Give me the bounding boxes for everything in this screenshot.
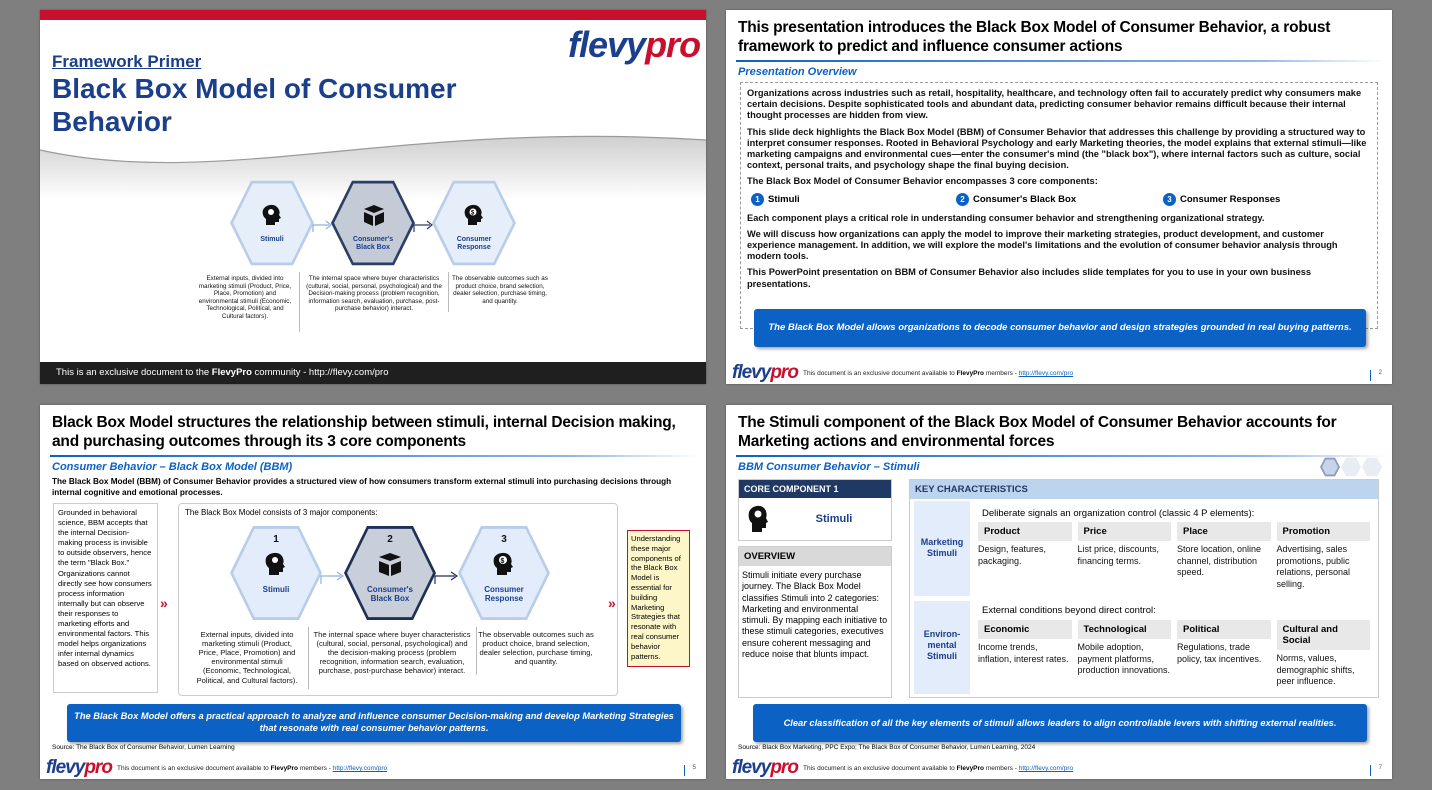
open-box-icon <box>376 551 404 577</box>
slide-stimuli[interactable] <box>726 405 1392 779</box>
page-number: 2 <box>1370 370 1382 381</box>
environmental-intro: External conditions beyond direct control: <box>982 605 1156 616</box>
marketing-column: Product Design, features, packaging. <box>978 522 1072 590</box>
divider <box>299 272 300 332</box>
slide-title-text: This presentation introduces the Black Box Model of Consumer Behavior, a robust framework to predict and influence consumer actions <box>738 19 1331 55</box>
marketing-intro: Deliberate signals an organization control (classic 4 P elements): <box>982 508 1255 519</box>
overview-card <box>738 546 892 698</box>
kicker: Framework Primer <box>52 52 202 71</box>
footer-text: This document is an exclusive document available to FlevyPro members - http://flevy.com/pro <box>803 370 1074 377</box>
slide-footer <box>726 362 1392 384</box>
flevypro-logo: flevypro <box>46 757 112 778</box>
head-dollar-icon <box>463 203 485 227</box>
marketing-column: Price List price, discounts, financing terms. <box>1078 522 1172 590</box>
panel-heading: The Black Box Model consists of 3 major components: <box>185 508 378 517</box>
component-description: External inputs, divided into marketing stimuli (Product, Price, Place, Promotion) and environmental stimuli (Economic, Technological, Political, and Cultural factors). <box>196 630 298 685</box>
arrow-right-icon <box>320 565 346 587</box>
callout-banner: The Black Box Model offers a practical approach to analyze and influence consumer Decision-making and develop Marketing Strategies that resonate with real consumer behavior patterns. <box>67 704 681 742</box>
progress-hex <box>1362 457 1382 477</box>
environmental-stimuli-label: Environ- mental Stimuli <box>914 601 970 694</box>
hex-label-stimuli: Stimuli <box>262 585 290 594</box>
component-description: The internal space where buyer characteristics (cultural, social, personal, psychological) and the decision-making process (problem recognition, information search, evaluation, purchase, post-purchase behavior) interact. <box>313 630 471 676</box>
component-item: 2 Consumer's Black Box <box>956 193 1163 206</box>
divider <box>448 272 449 312</box>
slide-title-text: The Stimuli component of the Black Box Model of Consumer Behavior accounts for Marketing actions and environmental forces <box>738 414 1337 450</box>
footer-link[interactable]: http://flevy.com/pro <box>1018 765 1074 772</box>
section-subtitle: Consumer Behavior – Black Box Model (BBM) <box>52 461 293 473</box>
slide-title[interactable] <box>40 10 706 384</box>
flevypro-logo: flevypro <box>732 757 798 778</box>
component-number: 2 <box>387 534 393 545</box>
svg-text:$: $ <box>471 210 475 217</box>
slide-footer <box>726 757 1392 779</box>
component-description: The internal space where buyer characteristics (cultural, social, personal, psychological) and the Decision-making process (problem recognition, information search, evaluation, purchase, post-purchase behavior) interact. <box>306 275 442 313</box>
marketing-column: Place Store location, online channel, distribution speed. <box>1177 522 1271 590</box>
arrow-right-icon <box>413 215 435 235</box>
flevypro-logo: flevypro <box>568 24 701 65</box>
footer-bar <box>40 362 706 384</box>
core-component-label: CORE COMPONENT 1 <box>739 480 891 498</box>
source-note: Source: The Black Box of Consumer Behavior, Lumen Learning <box>52 744 235 751</box>
arrow-right-icon <box>434 565 460 587</box>
overview-text: Stimuli initiate every purchase journey. The Black Box Model classifies Stimuli into 2 categories: Marketing and environmental stimuli. By mapping each initiative to these stimuli categories, executives ensure coherent messaging and reduce noise that blunts impact. <box>742 570 888 660</box>
section-subtitle: BBM Consumer Behavior – Stimuli <box>738 461 920 473</box>
paragraph: Each component plays a critical role in understanding consumer behavior and strengthening organizational strategy. <box>747 212 1265 223</box>
divider <box>308 627 309 689</box>
footer-text: This is an exclusive document to the FlevyPro community - http://flevy.com/pro <box>56 367 389 378</box>
open-box-icon <box>361 203 387 227</box>
footer-link[interactable]: http://flevy.com/pro <box>332 765 388 772</box>
component-number: 3 <box>501 534 507 545</box>
environmental-column: Technological Mobile adoption, payment platforms, production innovations. <box>1078 620 1172 688</box>
marketing-column: Promotion Advertising, sales promotions, public relations, personal selling. <box>1277 522 1371 590</box>
marketing-stimuli-label: Marketing Stimuli <box>914 501 970 596</box>
section-subtitle: Presentation Overview <box>738 66 857 78</box>
title-line-2: Behavior <box>52 106 172 137</box>
footer-text: This document is an exclusive document available to FlevyPro members - http://flevy.com/pro <box>117 765 388 772</box>
environmental-column: Economic Income trends, inflation, interest rates. <box>978 620 1072 688</box>
page-number: 5 <box>684 765 696 776</box>
flevypro-logo: flevypro <box>732 362 798 383</box>
hex-label-response: Consumer Response <box>484 585 524 603</box>
core-component-name: Stimuli <box>815 513 853 525</box>
key-characteristics-label: KEY CHARACTERISTICS <box>910 480 1378 499</box>
title-rule <box>50 455 700 457</box>
title-rule <box>736 60 1386 62</box>
divider <box>476 627 477 675</box>
footer-link[interactable]: http://flevy.com/pro <box>1018 370 1074 377</box>
component-description: External inputs, divided into marketing stimuli (Product, Price, Place, Promotion) and environmental stimuli (Economic, Technological, Political, and Cultural factors). <box>198 275 292 320</box>
paragraph: The Black Box Model of Consumer Behavior encompasses 3 core components: <box>747 176 1098 187</box>
slide-title-text: Black Box Model structures the relationship between stimuli, internal Decision making, and purchasing outcomes through its 3 core components <box>52 414 676 450</box>
callout-banner: The Black Box Model allows organizations to decode consumer behavior and design strategies grounded in real buying patterns. <box>754 309 1366 347</box>
overview-label: OVERVIEW <box>739 547 891 566</box>
paragraph: This PowerPoint presentation on BBM of Consumer Behavior also includes slide templates for you to use in your own business presentations. <box>747 267 1312 289</box>
arrow-right-icon <box>312 215 334 235</box>
title-rule <box>736 455 1386 457</box>
hex-label-response: Consumer Response <box>456 236 492 251</box>
environmental-column: Cultural and Social Norms, values, demographic shifts, peer influence. <box>1277 620 1371 688</box>
component-item: 3 Consumer Responses <box>1163 193 1280 206</box>
slide-bbm-structure[interactable] <box>40 405 706 779</box>
slide-footer <box>40 757 706 779</box>
top-red-bar <box>40 10 706 20</box>
title-line-1: Black Box Model of Consumer <box>52 73 457 104</box>
page-number: 7 <box>1370 765 1382 776</box>
svg-text:$: $ <box>500 558 505 565</box>
left-note: Grounded in behavioral science, BBM accepts that the internal Decision-making process is invisible to outside observers, hence the term "Black Box." Organizations cannot directly see how consumers process information internally but can observe their responses to marketing efforts and environmental factors. This model helps organizations infer internal dynamics based on observed actions. <box>53 503 158 693</box>
callout-banner: Clear classification of all the key elements of stimuli allows leaders to align controllable levers with shifting external realities. <box>753 704 1367 742</box>
hex-label-blackbox: Consumer's Black Box <box>367 585 413 603</box>
hex-label-blackbox: Consumer's Black Box <box>352 236 394 251</box>
chevron-right-icon: » <box>160 595 168 611</box>
intro-paragraph: The Black Box Model (BBM) of Consumer Behavior provides a structured view of how consumers transform external stimuli into purchasing decisions through internal cognitive and emotional processes. <box>52 477 672 497</box>
progress-hex <box>1341 457 1361 477</box>
source-note: Source: Black Box Marketing, PPC Expo; The Black Box of Consumer Behavior, Lumen Learning, 2024 <box>738 744 1036 751</box>
component-description: The observable outcomes such as product choice, brand selection, dealer selection, purchase timing, and quantity. <box>452 275 548 305</box>
head-brain-icon <box>261 203 283 227</box>
component-list <box>751 193 1371 206</box>
component-item: 1 Stimuli <box>751 193 956 206</box>
paragraph: This slide deck highlights the Black Box Model (BBM) of Consumer Behavior that addresses this challenge by providing a structured way to interpret consumer responses. Rooted in Behavioral Psychology and early Marketing theories, the model explains that external stimuli—like marketing campaigns and environmental cues—enter the consumer's mind (the "black box"), where internal factors such as culture, social context, personal traits, and psychology shape the final buying decision. <box>747 126 1367 171</box>
environmental-column: Political Regulations, trade policy, tax incentives. <box>1177 620 1271 688</box>
component-description: The observable outcomes such as product choice, brand selection, dealer selection, purchase timing, and quantity. <box>478 630 594 667</box>
component-number: 1 <box>273 534 279 545</box>
slide-overview[interactable] <box>726 10 1392 384</box>
head-brain-icon <box>264 551 288 577</box>
chevron-right-icon: » <box>608 595 616 611</box>
right-note: Understanding these major components of the Black Box Model is essential for building Marketing Strategies that resonate with real consumer behavior patterns. <box>627 530 690 667</box>
hex-label-stimuli: Stimuli <box>260 236 284 243</box>
footer-text: This document is an exclusive document available to FlevyPro members - http://flevy.com/pro <box>803 765 1074 772</box>
head-dollar-icon <box>492 551 516 577</box>
head-brain-icon <box>747 504 769 534</box>
paragraph: Organizations across industries such as retail, hospitality, healthcare, and technology often fail to accurately predict why consumers make certain decisions. Despite sophisticated tools and abundant data, predicting consumer behavior remains difficult because their internal thought processes are hidden from view. <box>747 88 1362 121</box>
overview-box <box>740 82 1378 329</box>
paragraph: We will discuss how organizations can apply the model to improve their marketing strategies, product development, and customer experience management. In addition, we will explore the model's limitations and the evolution of consumer behavior analysis through modern tools. <box>747 228 1338 262</box>
core-component-card <box>738 479 892 541</box>
marketing-columns <box>978 522 1370 590</box>
environmental-columns <box>978 620 1370 688</box>
